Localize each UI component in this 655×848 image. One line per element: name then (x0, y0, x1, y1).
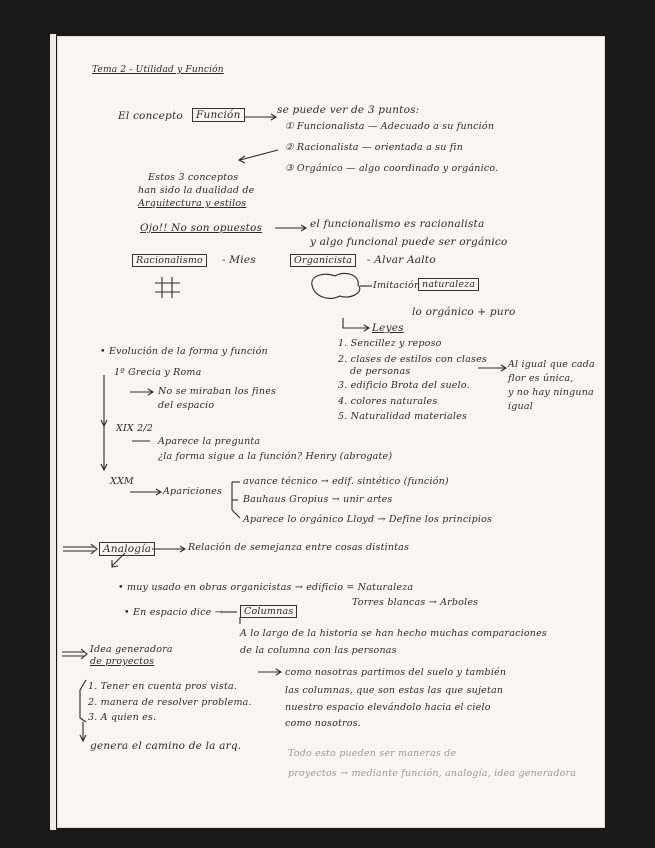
note-line: Arquitectura y estilos (138, 198, 247, 209)
opposed-left: Ojo!! No son opuestos (140, 222, 263, 234)
timeline-item: XXM (110, 476, 134, 487)
leyes-item: 3. edificio Brota del suelo. (338, 380, 470, 391)
organicista-label: Organicista (290, 254, 356, 267)
timeline-item: No se miraban los fines (158, 386, 277, 397)
idea-label-2: de proyectos (90, 656, 155, 667)
intro-boxed-term: Función (192, 108, 245, 122)
analogia-item: • muy usado en obras organicistas → edificio = Naturaleza (118, 582, 414, 593)
evolucion-title: • Evolución de la forma y función (100, 346, 268, 357)
leyes-item: 1. Sencillez y reposo (338, 338, 442, 349)
page-title: Tema 2 - Utilidad y Función (92, 65, 224, 75)
organico-puro: lo orgánico + puro (412, 306, 516, 318)
analogia-label: Analogía (99, 542, 155, 556)
racionalismo-label: Racionalismo (132, 254, 207, 267)
column-text: como nosotras partimos del suelo y también (285, 667, 507, 678)
timeline-item: Bauhaus Gropius → unir artes (243, 494, 393, 505)
idea-item: 1. Tener en cuenta pros vista. (88, 681, 238, 692)
faint-note: proyectos → mediante función, analogía, idea generadora (288, 768, 577, 779)
analogia-definition: Relación de semejanza entre cosas distintas (188, 542, 410, 553)
leyes-side-note: flor es única, (508, 373, 574, 384)
column-text: como nosotros. (285, 718, 361, 729)
column-text: nuestro espacio elevándolo hacia el cielo (285, 702, 491, 713)
leyes-side-note: igual (508, 401, 533, 412)
imitacion-prefix: Imitación (373, 280, 421, 291)
leyes-item: 4. colores naturales (338, 396, 438, 407)
point-item: ② Racionalista — orientada a su fin (285, 142, 464, 153)
timeline-item: Aparece lo orgánico Lloyd → Define los principios (243, 514, 493, 525)
leyes-item: 5. Naturalidad materiales (338, 411, 468, 422)
organicista-suffix: - Alvar Aalto (367, 254, 436, 266)
idea-label: Idea generadora (90, 644, 173, 655)
opposed-right-1: el funcionalismo es racionalista (310, 218, 485, 230)
note-line: Estos 3 conceptos (148, 172, 239, 183)
imitacion-boxed: naturaleza (418, 278, 479, 291)
timeline-item: ¿la forma sigue a la función? Henry (abrogate) (158, 451, 393, 462)
idea-genera: genera el camino de la arq. (90, 740, 242, 752)
timeline-item: Aparece la pregunta (158, 436, 261, 447)
leyes-label: Leyes (372, 322, 404, 334)
point-item: ① Funcionalista — Adecuado a su función (285, 121, 495, 132)
point-item: ③ Orgánico — algo coordinado y orgánico. (285, 163, 499, 174)
racionalismo-suffix: - Mies (222, 254, 256, 266)
intro-prefix: El concepto (118, 110, 183, 122)
leyes-side-note: Al igual que cada (508, 359, 595, 370)
column-text: las columnas, que son estas las que sujetan (285, 685, 504, 696)
idea-item: 3. A quien es. (88, 712, 157, 723)
timeline-item: del espacio (158, 400, 215, 411)
idea-item: 2. manera de resolver problema. (88, 697, 252, 708)
leyes-item: 2. clases de estilos con clases (338, 354, 488, 365)
faint-note: Todo esto pueden ser maneras de (288, 748, 457, 759)
timeline-item: avance técnico → edif. sintético (función) (243, 476, 449, 487)
opposed-right-2: y algo funcional puede ser orgánico (310, 236, 508, 248)
analogia-item: Torres blancas → Arboles (352, 597, 479, 608)
leyes-side-note: y no hay ninguna (508, 387, 594, 398)
column-text: A lo largo de la historia se han hecho muchas comparaciones (240, 628, 547, 639)
analogia-item: • En espacio dice → (124, 607, 223, 618)
column-text: de la columna con las personas (240, 645, 397, 656)
timeline-item: XIX 2/2 (116, 423, 153, 434)
intro-suffix: se puede ver de 3 puntos: (277, 104, 420, 116)
timeline-item: Apariciones (163, 486, 223, 497)
timeline-item: 1º Grecia y Roma (114, 367, 202, 378)
note-line: han sido la dualidad de (138, 185, 255, 196)
leyes-item: de personas (350, 366, 411, 377)
columnas-box: Columnas (240, 605, 297, 618)
